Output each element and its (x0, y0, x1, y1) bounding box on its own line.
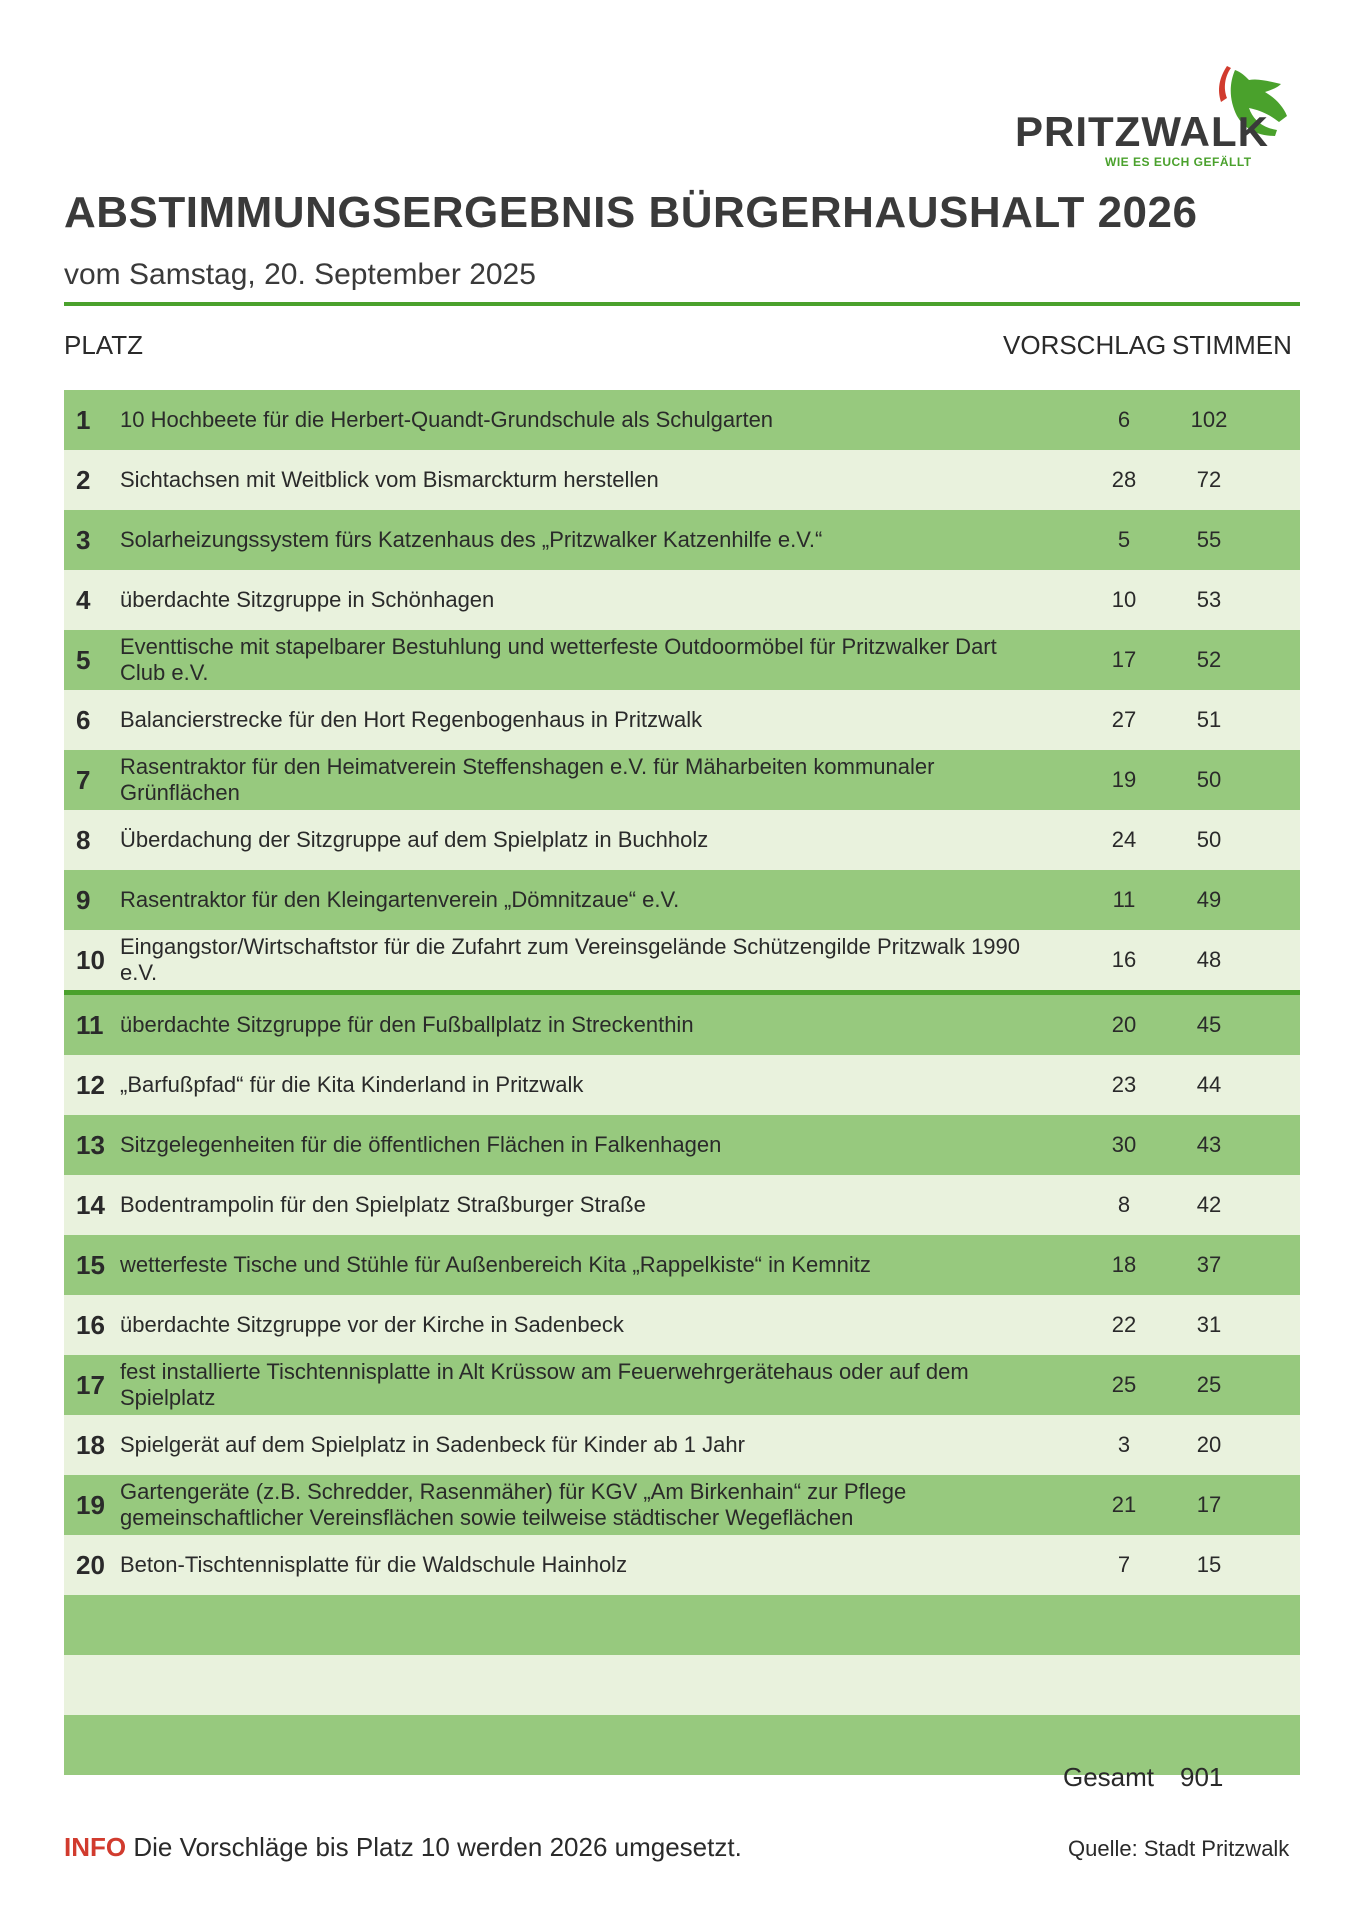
stimmen-cell: 20 (1196, 1432, 1222, 1457)
vorschlag-cell: 10 (1111, 587, 1137, 612)
stimmen-cell: 45 (1196, 1012, 1222, 1037)
column-header-stimmen: STIMMEN (1172, 330, 1292, 360)
proposal-cell (120, 1595, 1020, 1655)
proposal-cell: Sichtachsen mit Weitblick vom Bismarckturm herstellen (120, 467, 659, 492)
vorschlag-cell: 11 (1112, 887, 1136, 912)
table-row (64, 930, 1300, 990)
table-row (64, 1175, 1300, 1235)
total-label: Gesamt (1063, 1762, 1155, 1792)
rank-cell: 15 (76, 1250, 105, 1280)
table-row (64, 1355, 1300, 1415)
vorschlag-cell: 23 (1111, 1072, 1137, 1097)
vorschlag-cell: 24 (1111, 827, 1137, 852)
vorschlag-cell: 17 (1111, 647, 1137, 672)
proposal-cell: Eventtische mit stapelbarer Bestuhlung und wetterfeste Outdoormöbel für Pritzwalker Dart Club e.V. (120, 634, 997, 685)
stimmen-cell: 102 (1190, 407, 1228, 432)
header-rule (64, 302, 1300, 306)
proposal-cell: Sitzgelegenheiten für die öffentlichen Flächen in Falkenhagen (120, 1132, 722, 1157)
stimmen-cell: 44 (1196, 1072, 1222, 1097)
proposal-cell: fest installierte Tischtennisplatte in Alt Krüssow am Feuerwehrgerätehaus oder auf dem Spielplatz (120, 1359, 969, 1410)
stimmen-cell: 51 (1196, 707, 1222, 732)
table-row (64, 390, 1300, 450)
table-row (64, 870, 1300, 930)
vorschlag-cell: 30 (1111, 1132, 1137, 1157)
proposal-cell (120, 1715, 1020, 1775)
table-row (64, 995, 1300, 1055)
logo-tagline: WIE ES EUCH GEFÄLLT (1105, 155, 1252, 169)
stimmen-cell: 72 (1196, 467, 1222, 492)
table-row (64, 1595, 1300, 1655)
stimmen-cell (1179, 1595, 1239, 1655)
proposal-cell: wetterfeste Tische und Stühle für Außenbereich Kita „Rappelkiste“ in Kemnitz (120, 1252, 871, 1277)
proposal-cell: Bodentrampolin für den Spielplatz Straßburger Straße (120, 1192, 646, 1217)
proposal-cell: Rasentraktor für den Heimatverein Steffenshagen e.V. für Mäharbeiten kommunaler Grünflächen (120, 754, 935, 805)
stimmen-cell: 52 (1196, 647, 1222, 672)
proposal-cell: Solarheizungssystem fürs Katzenhaus des „Pritzwalker Katzenhilfe e.V.“ (120, 527, 823, 552)
rank-cell: 5 (76, 645, 91, 675)
info-note (64, 1832, 742, 1863)
table-row (64, 1235, 1300, 1295)
table-row (64, 450, 1300, 510)
rank-cell: 20 (76, 1550, 105, 1580)
stimmen-cell (1179, 1655, 1239, 1715)
proposal-cell: Überdachung der Sitzgruppe auf dem Spielplatz in Buchholz (120, 827, 709, 852)
rank-cell: 4 (76, 585, 91, 615)
proposal-cell: Beton-Tischtennisplatte für die Waldschule Hainholz (120, 1552, 628, 1577)
vorschlag-cell: 25 (1111, 1372, 1137, 1397)
stimmen-cell: 50 (1196, 827, 1222, 852)
column-header-vorschlag: VORSCHLAG (1003, 330, 1167, 360)
rank-cell: 16 (76, 1310, 105, 1340)
stimmen-cell: 31 (1196, 1312, 1222, 1337)
rank-cell: 2 (76, 465, 91, 495)
stimmen-cell: 42 (1196, 1192, 1222, 1217)
vorschlag-cell: 20 (1111, 1012, 1137, 1037)
table-row (64, 1295, 1300, 1355)
rank-cell: 14 (76, 1190, 105, 1220)
rank-cell: 19 (76, 1490, 105, 1520)
vorschlag-cell: 19 (1111, 767, 1137, 792)
table-row (64, 810, 1300, 870)
proposal-cell: überdachte Sitzgruppe in Schönhagen (120, 587, 495, 612)
page-title: ABSTIMMUNGSERGEBNIS BÜRGERHAUSHALT 2026 (64, 188, 1198, 237)
rank-cell: 7 (76, 765, 91, 795)
stimmen-cell: 43 (1196, 1132, 1222, 1157)
rank-cell: 9 (76, 885, 91, 915)
table-row (64, 1115, 1300, 1175)
vorschlag-cell: 7 (1117, 1552, 1131, 1577)
rank-cell: 11 (76, 1010, 104, 1040)
stimmen-cell: 50 (1196, 767, 1222, 792)
vorschlag-cell: 28 (1111, 467, 1137, 492)
rank-cell: 6 (76, 705, 91, 735)
total-value: 901 (1180, 1762, 1224, 1792)
table-row (64, 750, 1300, 810)
vorschlag-cell: 16 (1111, 947, 1137, 972)
stimmen-cell: 17 (1196, 1492, 1222, 1517)
vorschlag-cell: 21 (1111, 1492, 1137, 1517)
results-table (64, 390, 1300, 1775)
stimmen-cell: 15 (1196, 1552, 1222, 1577)
table-row (64, 630, 1300, 690)
proposal-cell: überdachte Sitzgruppe für den Fußballplatz in Streckenthin (120, 1012, 694, 1037)
table-row (64, 1475, 1300, 1535)
proposal-cell: Balancierstrecke für den Hort Regenbogenhaus in Pritzwalk (120, 707, 703, 732)
stimmen-cell: 55 (1196, 527, 1222, 552)
vorschlag-cell (1104, 1655, 1144, 1715)
vorschlag-cell: 18 (1111, 1252, 1137, 1277)
stimmen-cell: 48 (1196, 947, 1222, 972)
stimmen-cell: 25 (1196, 1372, 1222, 1397)
rank-cell: 3 (76, 525, 91, 555)
stimmen-cell: 49 (1196, 887, 1222, 912)
rank-cell: 1 (76, 405, 91, 435)
vorschlag-cell: 8 (1117, 1192, 1131, 1217)
table-row (64, 1535, 1300, 1595)
proposal-cell: überdachte Sitzgruppe vor der Kirche in Sadenbeck (120, 1312, 624, 1337)
proposal-cell: Rasentraktor für den Kleingartenverein „Dömnitzaue“ e.V. (120, 887, 680, 912)
proposal-cell: Gartengeräte (z.B. Schredder, Rasenmäher) für KGV „Am Birkenhain“ zur Pflege gemeinschaftlicher Vereinsflächen sowie teilweise städtischer Wegeflächen (120, 1479, 907, 1530)
pritzwalk-logo (1015, 58, 1295, 168)
proposal-cell: 10 Hochbeete für die Herbert-Quandt-Grundschule als Schulgarten (120, 407, 774, 432)
stimmen-cell: 37 (1196, 1252, 1222, 1277)
vorschlag-cell: 22 (1111, 1312, 1137, 1337)
table-row (64, 690, 1300, 750)
proposal-cell: Spielgerät auf dem Spielplatz in Sadenbeck für Kinder ab 1 Jahr (120, 1432, 745, 1457)
source-note: Quelle: Stadt Pritzwalk (1068, 1836, 1290, 1861)
stimmen-cell: 53 (1196, 587, 1222, 612)
column-header-platz: PLATZ (64, 330, 143, 360)
vorschlag-cell (1104, 1595, 1144, 1655)
table-row (64, 510, 1300, 570)
rank-cell: 13 (76, 1130, 105, 1160)
vorschlag-cell: 5 (1117, 527, 1131, 552)
proposal-cell: „Barfußpfad“ für die Kita Kinderland in Pritzwalk (120, 1072, 584, 1097)
table-row (64, 570, 1300, 630)
vorschlag-cell: 6 (1117, 407, 1131, 432)
logo-wordmark: PRITZWALK (1015, 108, 1269, 155)
rank-cell: 12 (76, 1070, 105, 1100)
rank-cell: 18 (76, 1430, 105, 1460)
proposal-cell: Eingangstor/Wirtschaftstor für die Zufahrt zum Vereinsgelände Schützengilde Pritzwalk 1990 e.V. (120, 934, 1021, 985)
vorschlag-cell: 27 (1111, 707, 1137, 732)
proposal-cell (120, 1655, 1020, 1715)
rank-cell: 10 (76, 945, 105, 975)
rank-cell: 8 (76, 825, 91, 855)
table-row (64, 1655, 1300, 1715)
table-row (64, 1055, 1300, 1115)
page-subtitle: vom Samstag, 20. September 2025 (64, 258, 536, 291)
table-row (64, 1415, 1300, 1475)
info-label: INFO (64, 1832, 127, 1862)
info-text: Die Vorschläge bis Platz 10 werden 2026 umgesetzt. (133, 1832, 742, 1862)
vorschlag-cell: 3 (1117, 1432, 1131, 1457)
rank-cell: 17 (76, 1370, 105, 1400)
